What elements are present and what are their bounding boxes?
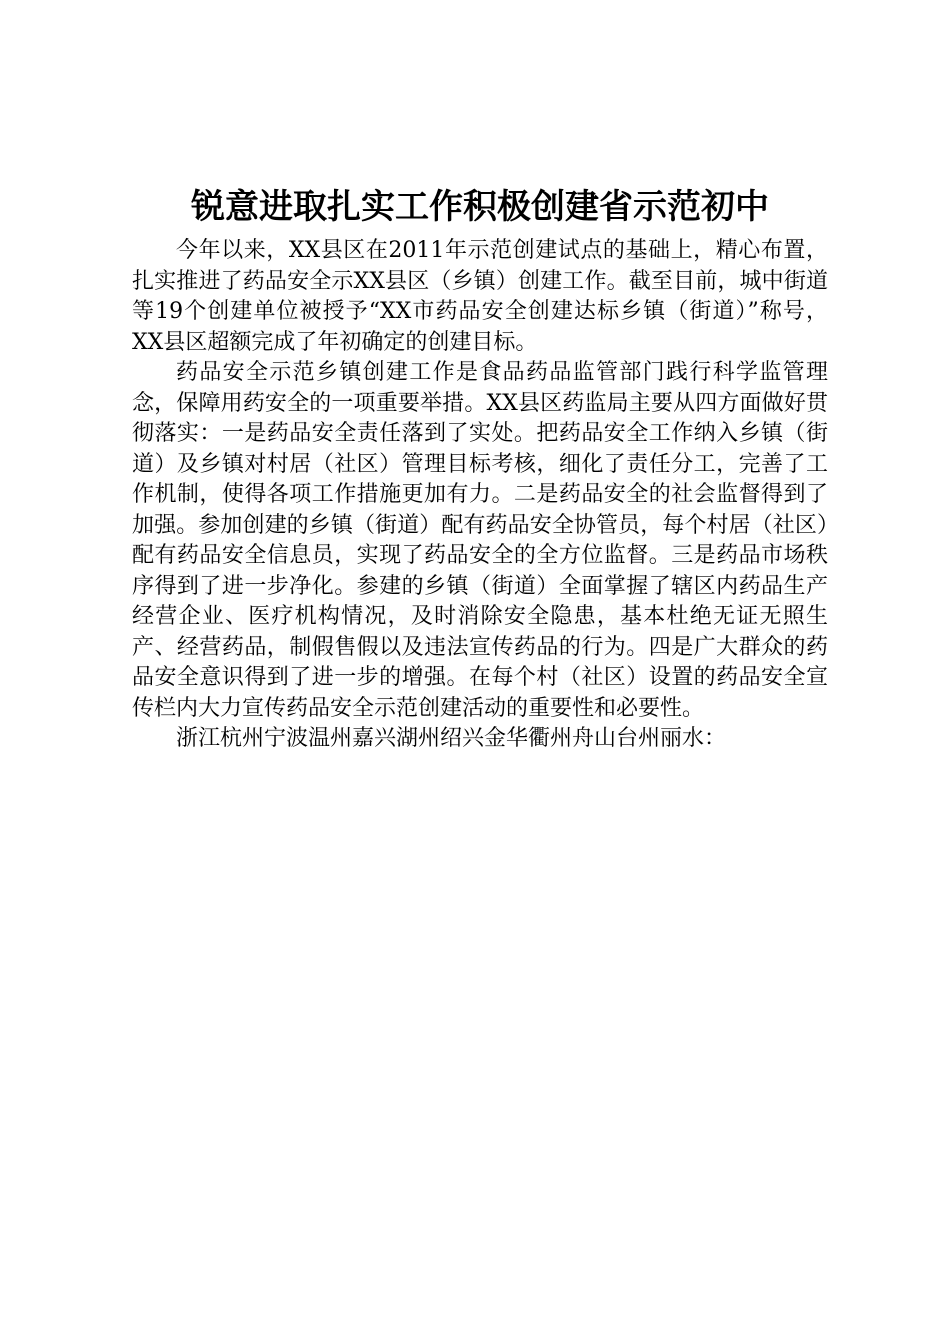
document-title: 锐意进取扎实工作积极创建省示范初中 bbox=[191, 187, 769, 227]
document-body bbox=[132, 236, 828, 755]
paragraph-intro: 今年以来，XX县区在2011年示范创建试点的基础上，精心布置，扎实推进了药品安全示XX县区（乡镇）创建工作。截至目前，城中街道等19个创建单位被授予“XX市药品安全创建达标乡镇（街道）”称号，XX县区超额完成了年初确定的创建目标。 bbox=[132, 238, 828, 355]
paragraph-measures: 药品安全示范乡镇创建工作是食品药品监管部门践行科学监管理念，保障用药安全的一项重要举措。XX县区药监局主要从四方面做好贯彻落实：一是药品安全责任落到了实处。把药品安全工作纳入乡镇（街道）及乡镇对村居（社区）管理目标考核，细化了责任分工，完善了工作机制，使得各项工作措施更加有力。二是药品安全的社会监督得到了加强。参加创建的乡镇（街道）配有药品安全协管员，每个村居（社区）配有药品安全信息员，实现了药品安全的全方位监督。三是药品市场秩序得到了进一步净化。参建的乡镇（街道）全面掌握了辖区内药品生产经营企业、医疗机构情况，及时消除安全隐患，基本杜绝无证无照生产、经营药品，制假售假以及违法宣传药品的行为。四是广大群众的药品安全意识得到了进一步的增强。在每个村（社区）设置的药品安全宣传栏内大力宣传药品安全示范创建活动的重要性和必要性。 bbox=[132, 360, 828, 721]
paragraph-cities: 浙江杭州宁波温州嘉兴湖州绍兴金华衢州舟山台州丽水： bbox=[176, 726, 727, 751]
